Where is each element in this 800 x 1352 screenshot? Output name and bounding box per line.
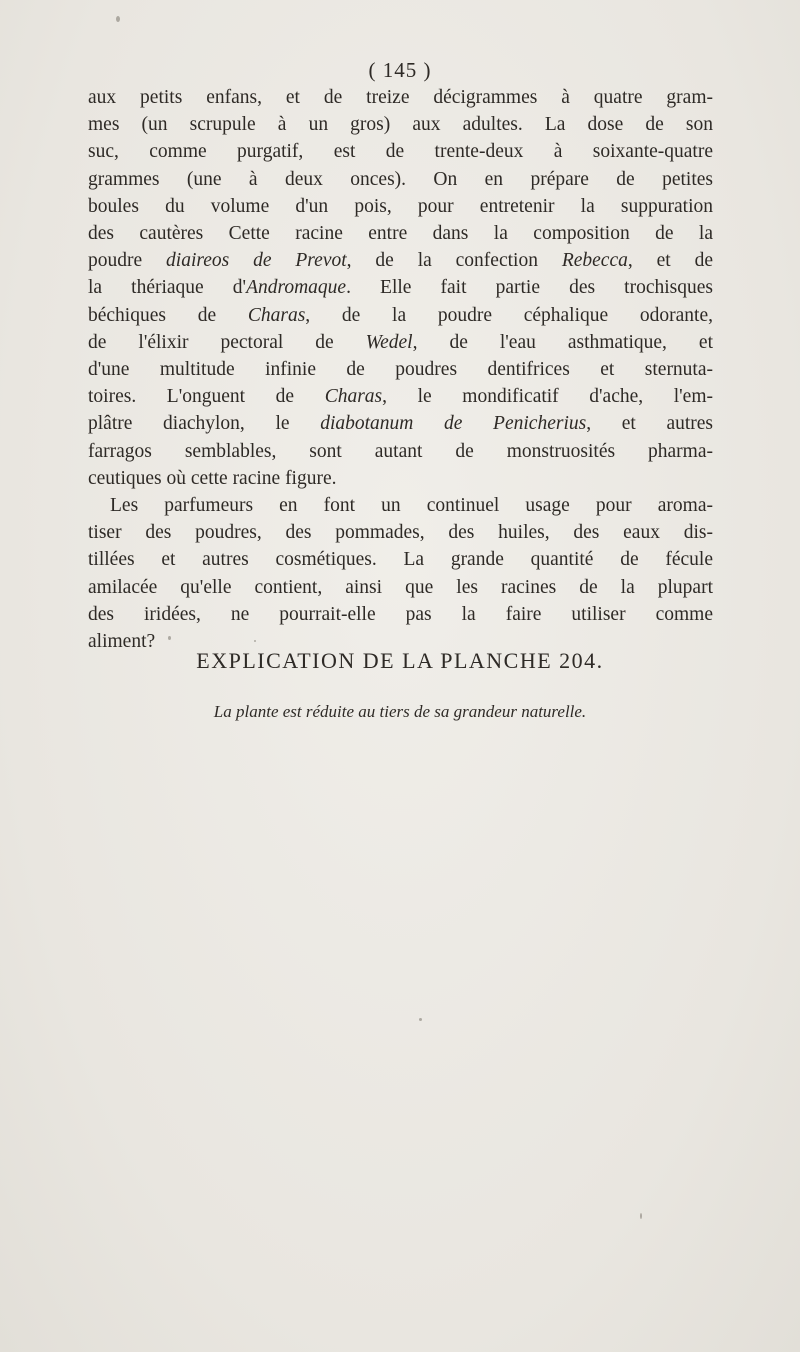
paragraph-perfumers: [88, 492, 713, 655]
text-run: la thériaque d': [88, 277, 247, 299]
text-run: farragos semblables, sont autant de monstruosités pharma-: [88, 440, 713, 462]
text-line: [88, 574, 713, 601]
text-run: grammes (une à deux onces). On en prépare de petites: [88, 168, 713, 190]
text-line: [88, 166, 713, 193]
text-run: , et de: [627, 250, 713, 272]
text-run: des cautères Cette racine entre dans la composition de la: [88, 223, 713, 245]
text-line: [88, 546, 713, 573]
text-run: ceutiques où cette racine figure.: [88, 467, 337, 489]
paper-speck: [419, 1018, 422, 1021]
italic-text: diabotanum de Penicherius: [320, 413, 587, 435]
text-line: [88, 329, 713, 356]
text-line: [88, 519, 713, 546]
paper-speck: [254, 640, 256, 642]
italic-text: Charas: [324, 386, 383, 408]
text-line: [88, 465, 713, 492]
text-run: suc, comme purgatif, est de trente-deux à soixante-quatre: [88, 141, 713, 163]
text-run: , et autres: [586, 413, 714, 435]
paper-speck: [640, 1213, 642, 1219]
text-run: , de la confection: [346, 250, 562, 272]
text-run: Les parfumeurs en font un continuel usage pour aroma-: [110, 495, 713, 517]
body-text: [88, 84, 713, 655]
text-line: [88, 111, 713, 138]
text-run: aliment?: [88, 631, 156, 653]
text-run: boules du volume d'un pois, pour entretenir la suppuration: [88, 195, 713, 217]
text-line: [88, 410, 713, 437]
text-line: [88, 274, 713, 301]
text-run: toires. L'onguent de: [88, 386, 325, 408]
text-line: [88, 247, 713, 274]
text-line: [88, 383, 713, 410]
text-run: plâtre diachylon, le: [88, 413, 321, 435]
italic-text: Andromaque: [246, 277, 347, 299]
paper-speck: [168, 636, 171, 640]
text-run: aux petits enfans, et de treize décigrammes à quatre gram-: [88, 87, 713, 108]
text-line: [88, 356, 713, 383]
text-run: amilacée qu'elle contient, ainsi que les racines de la plupart: [88, 576, 713, 598]
text-line: [88, 138, 713, 165]
text-run: poudre: [88, 250, 167, 272]
text-run: tiser des poudres, des pommades, des huiles, des eaux dis-: [88, 522, 713, 544]
italic-text: Wedel: [365, 331, 413, 353]
italic-text: diaireos de Prevot: [166, 250, 347, 272]
text-line: [88, 84, 713, 111]
italic-text: Charas: [247, 304, 306, 326]
paper-speck: [116, 16, 120, 22]
text-line: [88, 302, 713, 329]
text-run: , de l'eau asthmatique, et: [412, 331, 713, 353]
text-run: des iridées, ne pourrait-elle pas la faire utiliser comme: [88, 603, 713, 625]
text-run: béchiques de: [88, 304, 248, 326]
text-run: , de la poudre céphalique odorante,: [305, 304, 713, 326]
plate-heading: EXPLICATION DE LA PLANCHE 204.: [196, 648, 604, 673]
text-run: mes (un scrupule à un gros) aux adultes. La dose de son: [88, 114, 713, 136]
paragraph-dosage-and-uses: [88, 84, 713, 492]
text-run: tillées et autres cosmétiques. La grande quantité de fécule: [88, 549, 713, 571]
page-number: ( 145 ): [368, 58, 432, 82]
text-line: [88, 601, 713, 628]
italic-text: Rebecca: [561, 250, 628, 272]
text-run: , le mondificatif d'ache, l'em-: [382, 386, 713, 408]
text-run: . Elle fait partie des trochisques: [346, 277, 713, 299]
plate-caption: La plante est réduite au tiers de sa grandeur naturelle.: [213, 702, 587, 721]
text-run: de l'élixir pectoral de: [88, 331, 366, 353]
text-line: [88, 193, 713, 220]
text-run: d'une multitude infinie de poudres dentifrices et sternuta-: [88, 359, 713, 381]
text-line: [88, 220, 713, 247]
text-line: [88, 492, 713, 519]
text-line: [88, 438, 713, 465]
